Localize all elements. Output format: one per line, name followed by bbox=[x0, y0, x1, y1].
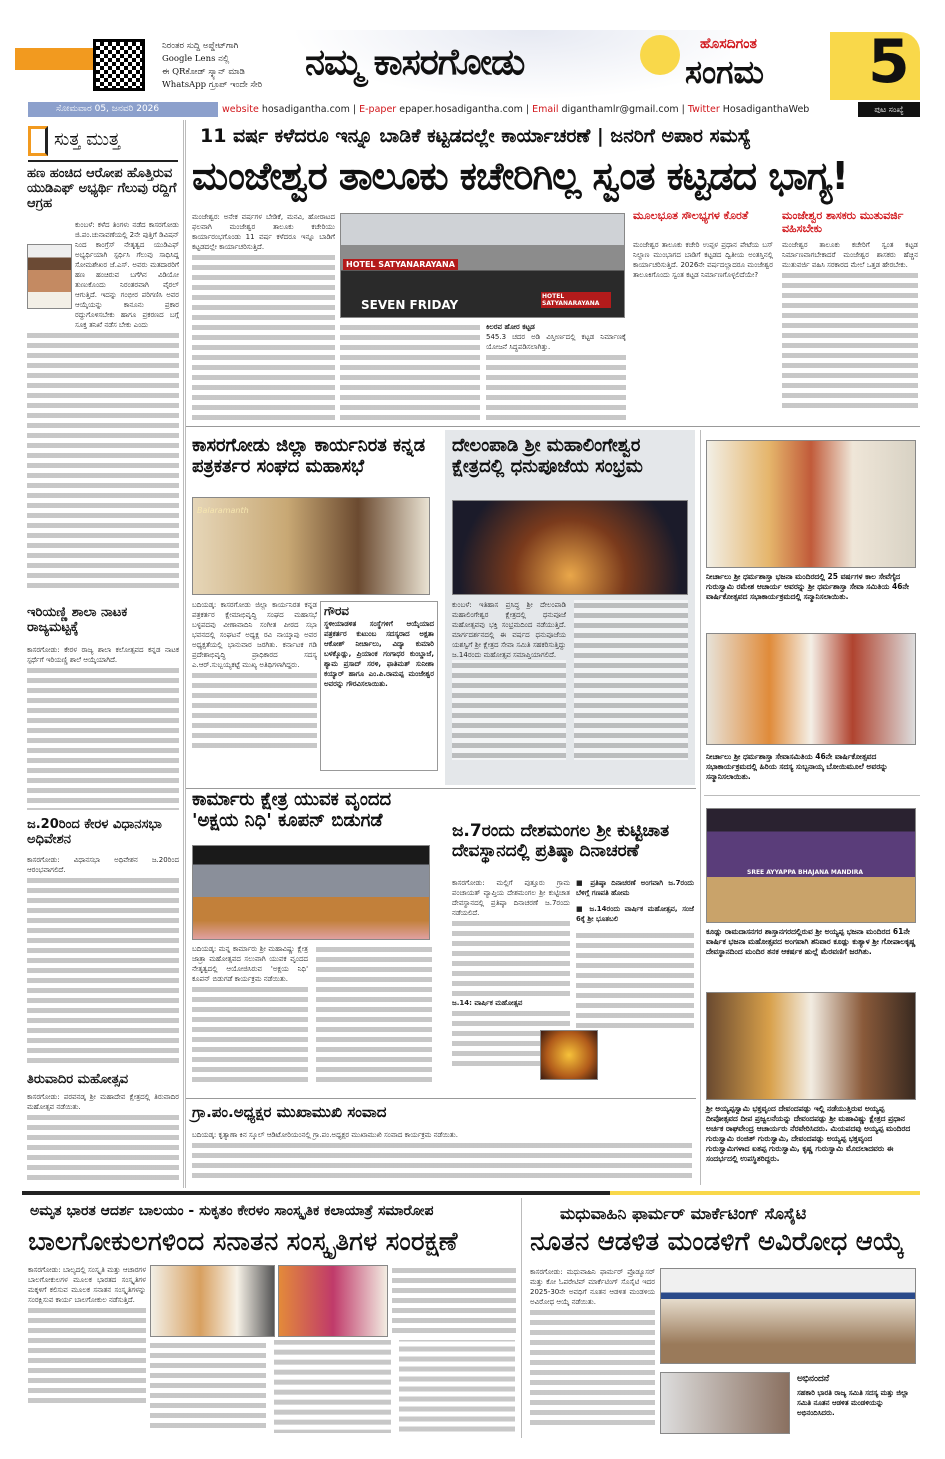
news-photo bbox=[706, 808, 916, 923]
sidebar-heading: ಮೂಲಭೂತ ಸೌಲಭ್ಯಗಳ ಕೊರತೆ bbox=[633, 209, 749, 222]
story-headline: ಗ್ರಾ.ಪಂ.ಅಧ್ಯಕ್ಷರ ಮುಖಾಮುಖಿ ಸಂವಾದ bbox=[192, 1103, 387, 1121]
photo-banner: SREE AYYAPPA BHAJANA MANDIRA bbox=[747, 869, 864, 876]
story-body: ಕುಂಬಳೆ: ಕಳೆದ ತಿಂಗಳು ನಡೆದ ಕಾಸರಗೋಡು ಜಿ.ಪಂ.ಚುನಾವಣೆಯಲ್ಲಿ 2ನೇ ಪುತ್ತಿಗೆ ಡಿವಿಷನ್ ನಿಂದ ಕಾಂಗ್ರೆಸ್ ನೇತೃತ್ವದ ಯುಡಿಎಫ್ ಅಭ್ಯರ್ಥಿಯಾಗಿ ಸ್ಪರ್ಧಿಸಿ ಗೆಲುವು ಸಾಧಿಸಿದ್ದ ಸೋಮಶೇಖರ ಜೆ.ಎಸ್. ಅವರು ಮತದಾರರಿಗೆ ಹಣ ಹಂಚಿರುವ ಬಗೆಗಿನ ವಿಡಿಯೋ ತುಣುಕೊಂದು ನಿರಂತರವಾಗಿ ವೈರಲ್ ಆಗುತ್ತಿದೆ. ಇದನ್ನು ಗಂಭೀರ ಪರಿಗಣಿಸಿ ಅವರ ಆಯ್ಕೆಯನ್ನು ಕಾನೂನು ಪ್ರಕಾರ ರದ್ದುಗೊಳಿಸಬೇಕು ಹಾಗೂ ಪ್ರಕರಣದ ಬಗ್ಗೆ ಸೂಕ್ತ ತನಿಖೆ ನಡೆಸ ಬೇಕು ಎಂದು bbox=[27, 220, 179, 596]
story-body: ಕಾಸರಗೋಡು: ಬಾಲ್ಯದಲ್ಲಿ ಸಂಸ್ಕೃತಿ ಮತ್ತು ಆಚಾರಗಳ ಬಾಲಗೋಕುಲಗಳ ಮೂಲಕ ಭಾರತದ ಸಂಸ್ಕೃತಿಗಳ ಮಕ್ಕಳಿಗೆ ಕಲಿಸುವ ಮೂಲಕ ಸನಾತನ ಸಂಸ್ಕೃತಿಗಳನ್ನು ಸಂರಕ್ಷಿಸುವ ಕಾರ್ಯ ಬಾಲಗೋಕುಲ ನಡೆಸುತ್ತಿದೆ. bbox=[28, 1265, 146, 1435]
photo-caption: ಸಹಕಾರಿ ಭಾರತಿ ರಾಜ್ಯ ಸಮಿತಿ ಸದಸ್ಯ ಮತ್ತು ಜಿಲ್ಲಾ ಸಮಿತಿ ನೂತನ ಆಡಳಿತ ಮಂಡಳಿಯನ್ನು ಅಭಿನಂದಿಸಿದರು. bbox=[797, 1389, 909, 1417]
photo-caption: ನೀರ್ಚಾಲು ಶ್ರೀ ಧರ್ಮಶಾಸ್ತಾ ಭಜನಾ ಮಂದಿರದಲ್ಲಿ 25 ವರ್ಷಗಳ ಕಾಲ ಸೇವೆಗೈದ ಗುರುಸ್ವಾಮಿ ರಮೇಶ ಆಚಾರ್ಯ ಅವರನ್ನು ಶ್ರೀ ಧರ್ಮಶಾಸ್ತಾ ಸೇವಾ ಸಮಿತಿಯ 46ನೇ ವಾರ್ಷಿಕೋತ್ಸವದ ಸಭಾಕಾರ್ಯಕ್ರಮದಲ್ಲಿ ಸನ್ಮಾನಿಸಲಾಯಿತು. bbox=[706, 572, 910, 601]
photo-sign: SEVEN FRIDAY bbox=[361, 298, 459, 312]
story-body: ಕಾಸರಗೋಡು: ಕೇರಳ ರಾಜ್ಯ ಶಾಲಾ ಕಲೋತ್ಸವದ ಕನ್ನಡ ನಾಟಕ ಸ್ಪರ್ಧೆಗೆ ಇರಿಯಣ್ಣಿ ಶಾಲೆ ಆಯ್ಕೆಯಾಗಿದೆ. bbox=[27, 645, 179, 810]
divider bbox=[28, 160, 178, 162]
box-heading: ಗೌರವ bbox=[324, 604, 350, 618]
divider-accent bbox=[610, 1191, 920, 1195]
column-divider bbox=[700, 430, 701, 1185]
sidebar-body: ಮಂಜೇಶ್ವರ ತಾಲೂಕು ಕಚೇರಿ ಉಪ್ಪಳ ಪ್ರಧಾನ ಪೇಟೆಯ ಬಸ್ ನಿಲ್ದಾಣ ಮುಂಭಾಗದ ಬಾಡಿಗೆ ಕಟ್ಟಡದ ದ್ವಿತೀಯ ಅಂತಸ್ತಿನಲ್ಲಿ ಕಾರ್ಯಾಚರಿಸುತ್ತಿದೆ. 2026ನೇ ವರ್ಷದಲ್ಲಾದರೂ ಮಂಜೇಶ್ವರ ತಾಲೂಕಿಗೊಂದು ಸ್ವಂತ ಕಟ್ಟಡ ನಿರ್ಮಾಣಗೊಳ್ಳಲಿದೆಯೇ? bbox=[633, 241, 773, 279]
section-logo: ಸುತ್ತ ಮುತ್ತ bbox=[54, 129, 120, 150]
news-photo bbox=[706, 633, 916, 745]
bullet-item: ■ ಪ್ರತಿಷ್ಠಾ ದಿನಾಚರಣೆ ಅಂಗವಾಗಿ ಜ.7ರಂದು ಬೆಳಿಗ್ಗೆ ಗಣಪತಿ ಹೋಮ bbox=[576, 879, 694, 897]
column-divider bbox=[521, 1198, 522, 1438]
lead-photo bbox=[340, 213, 625, 318]
website-link[interactable]: hosadigantha.com bbox=[261, 104, 350, 115]
brand-big: ಸಂಗಮ bbox=[685, 53, 764, 91]
news-photo bbox=[660, 1372, 790, 1434]
bullet-item: ■ ಜ.14ರಂದು ವಾರ್ಷಿಕ ಮಹೋತ್ಸವ, ಸಂಜೆ 6ಕ್ಕೆ ಶ್ರೀ ಭೂತಬಲಿ bbox=[576, 905, 694, 923]
box-body: ಸ್ಥಳೀಯಾಡಳಿತ ಸಂಸ್ಥೆಗಳಿಗೆ ಆಯ್ಕೆಯಾದ ಪತ್ರಕರ್ತರ ಕುಟುಂಬ ಸದಸ್ಯರಾದ ಅಕ್ಷತಾ ಆಕೋಶ್ ನೀರ್ಚಾಲು, ವಿದ್ಯಾ ಕುಮಾರಿ ಬಳಕ್ಕೊಡ್ಲು, ಪ್ರಿಯಾಂಕ ಗಂಗಾಧರ ಕುಂಬ್ಡಾಜೆ, ಶ್ಯಾಮ ಪ್ರಸಾದ್ ಸರಳಿ, ಫಾತಿಮತ್ ಸುನೀಶಾ ಕಯ್ಯಾರ್ ಹಾಗೂ ಎಂ.ಪಿ.ರಾಮಪ್ಪ ಮಂಜೇಶ್ವರ ಅವರನ್ನು ಗೌರವಿಸಲಾಯಿತು. bbox=[324, 619, 434, 688]
link-label: E-paper bbox=[359, 104, 397, 115]
photo-caption: ನೀರ್ಚಾಲು ಶ್ರೀ ಧರ್ಮಶಾಸ್ತಾ ಸೇವಾಸಮಿತಿಯ 46ನೇ ವಾರ್ಷಿಕೋತ್ಸವದ ಸಭಾಕಾರ್ಯಕ್ರಮದಲ್ಲಿ ಹಿರಿಯ ಸದಸ್ಯ ಸುಬ್ಬನಾಯ್ಕ ಬೋಯಿಮೂಲೆ ಅವರನ್ನು ಸನ್ಮಾನಿಸಲಾಯಿತು. bbox=[706, 752, 888, 781]
twitter-link[interactable]: HosadiganthaWeb bbox=[722, 104, 810, 115]
contact-links: website hosadigantha.com | E-paper epaper.hosadigantha.com | Email diganthamlr@gmail.com | Twitter HosadiganthaWeb bbox=[222, 104, 810, 115]
deity-photo bbox=[540, 1030, 598, 1080]
news-photo bbox=[150, 1265, 275, 1337]
epaper-link[interactable]: epaper.hosadigantha.com bbox=[399, 104, 523, 115]
story-body: ಬದಿಯಡ್ಕ: ಮನ್ನ ಕಾರ್ಮಾರು ಶ್ರೀ ಮಹಾವಿಷ್ಣು ಕ್ಷೇತ್ರ ಜಾತ್ರಾ ಮಹೋತ್ಸವದ ಸಲುವಾಗಿ ಯುವಕ ವೃಂದದ ನೇತೃತ್ವದಲ್ಲಿ ಆಯೋಜಿಸಿರುವ 'ಅಕ್ಷಯ ನಿಧಿ' ಕೂಪನ್ ಬಿಡುಗಡೆ ಕಾರ್ಯಕ್ರಮ ನಡೆಯಿತು. bbox=[192, 944, 432, 1092]
link-label: Email bbox=[532, 104, 559, 115]
column-divider bbox=[183, 120, 186, 1188]
qr-text: ಈ QRಕೋಡ್ ಸ್ಕ್ಯಾನ್ ಮಾಡಿ bbox=[162, 67, 245, 77]
story-headline: ಜ.7ರಂದು ದೇಶಮಂಗಲ ಶ್ರೀ ಕುಟ್ಟಿಚಾತ ದೇವಸ್ಥಾನದಲ್ಲಿ ಪ್ರತಿಷ್ಠಾ ದಿನಾಚರಣೆ bbox=[452, 821, 670, 861]
page-number: 5 bbox=[868, 27, 910, 97]
email-link[interactable]: diganthamlr@gmail.com bbox=[561, 104, 679, 115]
masthead-accent bbox=[15, 48, 95, 70]
info-box bbox=[320, 601, 438, 771]
story-photo bbox=[192, 497, 430, 595]
story-body-col bbox=[392, 1265, 516, 1337]
story-headline: ನೂತನ ಆಡಳಿತ ಮಂಡಳಿಗೆ ಅವಿರೋಧ ಆಯ್ಕೆ bbox=[530, 1227, 905, 1257]
story-body: ಕಾಸರಗೋಡು: ಮಧುವಾಹಿನಿ ಫಾರ್ಮರ್ ಪ್ರೊಡ್ಯೂಸರ್ ಮತ್ತು ಕೋ ಓಪರೇಟಿವ್ ಮಾರ್ಕೆಟಿಂಗ್ ಸೊಸೈಟಿ ಇದರ 2025-30ನೇ ಅವಧಿಗೆ ನೂತನ ಆಡಳಿತ ಮಂಡಳಿಯ ಅವಿರೋಧ ಆಯ್ಕೆ ನಡೆಯಿತು. bbox=[530, 1267, 655, 1435]
lead-subsection: ಕಿಲರವ ಹೋರ ಕಟ್ಟಡ 545.3 ಚದರ ಅಡಿ ವಿಸ್ತೀರ್ಣದಲ್ಲಿ ಕಟ್ಟಡ ನಿರ್ಮಾಣಕ್ಕೆ ಯೋಜನೆ ಸಿದ್ಧಪಡಿಸಲಾಗಿತ್ತು. bbox=[486, 322, 626, 420]
story-photo bbox=[192, 845, 430, 940]
divider bbox=[704, 795, 920, 796]
qr-text: ನಿರಂತರ ಸುದ್ದಿ ಅಪ್ಡೇಟ್‌ಗಾಗಿ bbox=[162, 41, 239, 51]
story-body: ಕಾಸರಗೋಡು: ಮಲ್ಲಿಗೆ ಪುತ್ತೂರು ಗ್ರಾಮ ಪಂಚಾಯತ್ ವ್ಯಾಪ್ತಿಯ ದೇಶಮಂಗಲ ಶ್ರೀ ಕುಟ್ಟಿಚಾತ ದೇವಸ್ಥಾನದಲ್ಲಿ ಪ್ರತಿಷ್ಠಾ ದಿನಾಚರಣೆ ಜ.7ರಂದು ನಡೆಯಲಿದೆ. ಜ.14: ವಾರ್ಷಿಕ ಮಹೋತ್ಸವ bbox=[452, 878, 570, 1093]
photo-sign: HOTEL SATYANARAYANA bbox=[541, 292, 611, 308]
link-label: Twitter bbox=[687, 104, 720, 115]
divider bbox=[186, 426, 920, 427]
story-headline: ಕಾಸರಗೋಡು ಜಿಲ್ಲಾ ಕಾರ್ಯನಿರತ ಕನ್ನಡ ಪತ್ರಕರ್ತರ ಸಂಘದ ಮಹಾಸಭೆ bbox=[192, 435, 426, 477]
door-icon bbox=[28, 126, 48, 156]
link-label: website bbox=[222, 104, 259, 115]
news-photo bbox=[278, 1265, 388, 1337]
story-headline: ದೇಲಂಪಾಡಿ ಶ್ರೀ ಮಹಾಲಿಂಗೇಶ್ವರ ಕ್ಷೇತ್ರದಲ್ಲಿ ಧನುಪೂಜೆಯ ಸಂಭ್ರಮ bbox=[452, 435, 643, 477]
story-kicker: ಅಮೃತ ಭಾರತ ಆದರ್ಶ ಬಾಲಯಂ - ಸುಕೃತಂ ಕೇರಳಂ ಸಾಂಸ್ಕೃತಿಕ ಕಲಾಯಾತ್ರೆ ಸಮಾರೋಪ bbox=[30, 1203, 434, 1219]
qr-text: Google Lens ನಲ್ಲಿ bbox=[162, 54, 230, 64]
story-headline: ತಿರುವಾದಿರ ಮಹೋತ್ಸವ bbox=[27, 1072, 129, 1087]
photo-caption: ಶ್ರೀ ಅಯ್ಯಪ್ಪಸ್ವಾಮಿ ಭಕ್ತವೃಂದ ದೇವಂದಪಡ್ಪು ಇಲ್ಲಿ ನಡೆಯುತ್ತಿರುವ ಅಯ್ಯಪ್ಪ ದೀಪೋತ್ಸವದ ದೀಪ ಪ್ರಜ್ವಲನೆಯನ್ನು ದೇವಂದಪಡ್ಪು ಶ್ರೀ ಮಹಾವಿಷ್ಣು ಕ್ಷೇತ್ರದ ಪ್ರಧಾನ ಅರ್ಚಕ ರಾಘವೇಂದ್ರ ಆಚಾರ್ಯರು ನೆರವೇರಿಸಿದರು. ಮಿಯಪದವು ಅಯ್ಯಪ್ಪ ಮಂದಿರದ ಗುರುಸ್ವಾಮಿ ರಂಜಿತ್ ಗುರುಸ್ವಾಮಿ, ದೇವಂದಪಡ್ಪು ಅಯ್ಯಪ್ಪ ಭಕ್ತವೃಂದ ಗುರುಸ್ವಾಮಿಗಳಾದ ಐತಪ್ಪ ಗುರುಸ್ವಾಮಿ, ಕೃಷ್ಣ ಗುರುಸ್ವಾಮಿ ಮೊದಲಾದವರು ಈ ಸಂದರ್ಭದಲ್ಲಿ ಉಪಸ್ಥಿತರಿದ್ದರು. bbox=[706, 1104, 911, 1163]
story-body: ಬದಿಯಡ್ಕ: ಕೃತ್ಯಾಣಾ ಕಿನ ಸ್ಕೂಲ್ ಆಡಿಟೋರಿಯಂನಲ್ಲಿ ಗ್ರಾ.ಪಂ.ಅಧ್ಯಕ್ಷರ ಮುಖಾಮುಖಿ ಸಂವಾದ ಕಾರ್ಯಕ್ರಮ ನಡೆಯಿತು. bbox=[192, 1130, 692, 1185]
story-body: ಬದಿಯಡ್ಕ: ಕಾಸರಗೋಡು ಜಿಲ್ಲಾ ಕಾರ್ಯನಿರತ ಕನ್ನಡ ಪತ್ರಕರ್ತರ ಕ್ಷೇಮಾಭಿವೃದ್ಧಿ ಸಂಘದ ಮಹಾಸಭೆ ಬಳ್ಳಪದವು ವೀಣಾವಾದಿನಿ ಸಂಗೀತ ಪೀಠದ ಸಭಾ ಭವನದಲ್ಲಿ ಸಂಘಟನೆ ಅಧ್ಯಕ್ಷ ರವಿ ನಾಯ್ಕಾಪು ಅವರ ಅಧ್ಯಕ್ಷತೆಯಲ್ಲಿ ಭಾನುವಾರ ಜರಗಿತು. ಕರ್ನಾಟಕ ಗಡಿ ಪ್ರದೇಶಾಭಿವೃದ್ಧಿ ಪ್ರಾಧಿಕಾರದ ಸದಸ್ಯ ಎ.ಆರ್.ಸುಬ್ಬಯ್ಯಕಟ್ಟೆ ಮುಖ್ಯ ಅತಿಥಿಗಳಾಗಿದ್ದರು. bbox=[192, 600, 317, 785]
story-body: ಕಾಸರಗೋಡು: ಪರವನಡ್ಕ ಶ್ರೀ ಮಹಾದೇವ ಕ್ಷೇತ್ರದಲ್ಲಿ ತಿರುವಾದಿರ ಮಹೋತ್ಸವ ನಡೆಯಿತು. bbox=[27, 1092, 179, 1184]
qr-instructions bbox=[162, 40, 262, 92]
caption-heading: ಅಭಿನಂದನೆ bbox=[797, 1374, 830, 1384]
lead-headline: ಮಂಜೇಶ್ವರ ತಾಲೂಕು ಕಚೇರಿಗಿಲ್ಲ ಸ್ವಂತ ಕಟ್ಟಡದ ಭಾಗ್ಯ! bbox=[192, 154, 848, 198]
page-label: ಪುಟ ಸಂಖ್ಯೆ bbox=[858, 102, 920, 117]
sidebar-heading: ಮಂಜೇಶ್ವರ ಶಾಸಕರು ಮುತುವರ್ಜಿ ವಹಿಸಬೇಕು bbox=[782, 209, 904, 235]
story-kicker: ಮಧುವಾಹಿನಿ ಫಾರ್ಮರ್ ಮಾರ್ಕೆಟಿಂಗ್ ಸೊಸೈಟಿ bbox=[560, 1204, 807, 1223]
sidebar-body: ಮಂಜೇಶ್ವರ ತಾಲೂಕು ಕಚೇರಿಗೆ ಸ್ವಂತ ಕಟ್ಟಡ ನಿರ್ಮಾಣವಾಗಬೇಕಾದರೆ ಮಂಜೇಶ್ವರ ಶಾಸಕರು ಹೆಚ್ಚಿನ ಮುತುವರ್ಜಿ ವಹಿಸಿ ಸರಕಾರದ ಮೇಲೆ ಒತ್ತಡ ಹೇರಬೇಕು. bbox=[782, 240, 918, 420]
lead-kicker: 11 ವರ್ಷ ಕಳೆದರೂ ಇನ್ನೂ ಬಾಡಿಕೆ ಕಟ್ಟಡದಲ್ಲೇ ಕಾರ್ಯಾಚರಣೆ | ಜನರಿಗೆ ಅಪಾರ ಸಮಸ್ಯೆ bbox=[200, 125, 752, 147]
story-headline: ಜ.20ರಿಂದ ಕೇರಳ ವಿಧಾನಸಭಾ ಅಧಿವೇಶನ bbox=[27, 817, 162, 847]
story-headline: ಕಾರ್ಮಾರು ಕ್ಷೇತ್ರ ಯುವಕ ವೃಂದದ 'ಅಕ್ಷಯ ನಿಧಿ' ಕೂಪನ್ ಬಿಡುಗಡೆ bbox=[192, 789, 392, 831]
date-bar: ಸೋಮವಾರ 05, ಜನವರಿ 2026 bbox=[28, 102, 218, 117]
qr-text: WhatsApp ಗ್ರೂಪ್ ಇಂದೇ ಸೇರಿ bbox=[162, 80, 263, 90]
photo-caption: ಕೂಡ್ಲು ರಾಮದಾಸನಗರ ಶಾಸ್ತಾನಗರದಲ್ಲಿರುವ ಶ್ರೀ ಅಯ್ಯಪ್ಪ ಭಜನಾ ಮಂದಿರದ 61ನೇ ವಾರ್ಷಿಕ ಭಜನಾ ಮಹೋತ್ಸವದ ಅಂಗವಾಗಿ ಶನಿವಾರ ಕೂಡ್ಲು ಕುತ್ಯಾಳ ಶ್ರೀ ಗೋಪಾಲಕೃಷ್ಣ ದೇವಸ್ಥಾನದಿಂದ ಮಂದಿರ ತನಕ ಆಕರ್ಷಕ ಹುಲ್ಲೆ ಮೆರವಣಿಗೆ ಜರಗಿತು. bbox=[706, 927, 916, 956]
news-photo bbox=[660, 1268, 916, 1364]
story-photo bbox=[452, 500, 688, 595]
lead-body: ಮಂಜೇಶ್ವರ: ಅನೇಕ ವರ್ಷಗಳ ಬೇಡಿಕೆ, ಮನವಿ, ಹೋರಾಟದ ಫಲವಾಗಿ ಮಂಜೇಶ್ವರ ತಾಲೂಕು ಕಚೇರಿಯು ಕಾರ್ಯಾರಂಭಗೊಂಡು 11 ವರ್ಷ ಕಳೆದರೂ ಇನ್ನೂ ಬಾಡಿಗೆ ಕಟ್ಟಡದಲ್ಲೇ ಕಾರ್ಯಾಚರಿಸುತ್ತಿದೆ. bbox=[192, 212, 335, 422]
story-headline: ಬಾಲಗೋಕುಲಗಳಿಂದ ಸನಾತನ ಸಂಸ್ಕೃತಿಗಳ ಸಂರಕ್ಷಣೆ bbox=[28, 1227, 458, 1257]
brand-small: ಹೊಸದಿಗಂತ bbox=[700, 36, 757, 52]
news-photo bbox=[706, 440, 916, 568]
sun-decoration bbox=[640, 35, 680, 75]
divider bbox=[186, 1098, 696, 1099]
photo-sign: HOTEL SATYANARAYANA bbox=[343, 259, 458, 270]
qr-code[interactable] bbox=[93, 39, 145, 91]
news-photo bbox=[706, 992, 916, 1100]
lead-body-col bbox=[340, 322, 480, 420]
story-headline: ಇರಿಯಣ್ಣಿ ಶಾಲಾ ನಾಟಕ ರಾಜ್ಯಮಟ್ಟಕ್ಕೆ bbox=[27, 605, 128, 635]
story-body: ಕಾಸರಗೋಡು: ವಿಧಾನಸಭಾ ಅಧಿವೇಶನ ಜ.20ರಿಂದ ಆರಂಭವಾಗಲಿದೆ. bbox=[27, 855, 179, 1067]
story-headline: ಹಣ ಹಂಚಿದ ಆರೋಪ ಹೊತ್ತಿರುವ ಯುಡಿಎಫ್ ಅಭ್ಯರ್ಥಿ ಗೆಲುವು ರದ್ದಿಗೆ ಆಗ್ರಹ bbox=[27, 166, 177, 211]
story-body-cols bbox=[150, 1340, 515, 1435]
section-title: ನಮ್ಮ ಕಾಸರಗೋಡು bbox=[305, 42, 525, 83]
photo-banner: Balaramanth bbox=[197, 506, 249, 515]
story-body: ಕುಂಬಳೆ: ಇತಿಹಾಸ ಪ್ರಸಿದ್ಧ ಶ್ರೀ ದೇಲಂಪಾಡಿ ಮಹಾಲಿಂಗೇಶ್ವರ ಕ್ಷೇತ್ರದಲ್ಲಿ ಧನುಪೂಜೆ ಮಹೋತ್ಸವವು ಭಕ್ತಿ ಸಂಭ್ರಮದಿಂದ ನಡೆಯುತ್ತಿದೆ. ಮಾರ್ಗದರ್ಶನದಲ್ಲಿ ಈ ವರ್ಷದ ಧನುಪೂಜೆಯ ಯಶಸ್ವಿಗೆ ಶ್ರೀ ಕ್ಷೇತ್ರದ ಸೇವಾ ಸಮಿತಿ ಸಹಕರಿಸುತ್ತಿದ್ದು ಜ.14ರಂದು ಮಹೋತ್ಸವ ಸಮಾಪ್ತಿಯಾಗಲಿದೆ. bbox=[452, 600, 688, 780]
